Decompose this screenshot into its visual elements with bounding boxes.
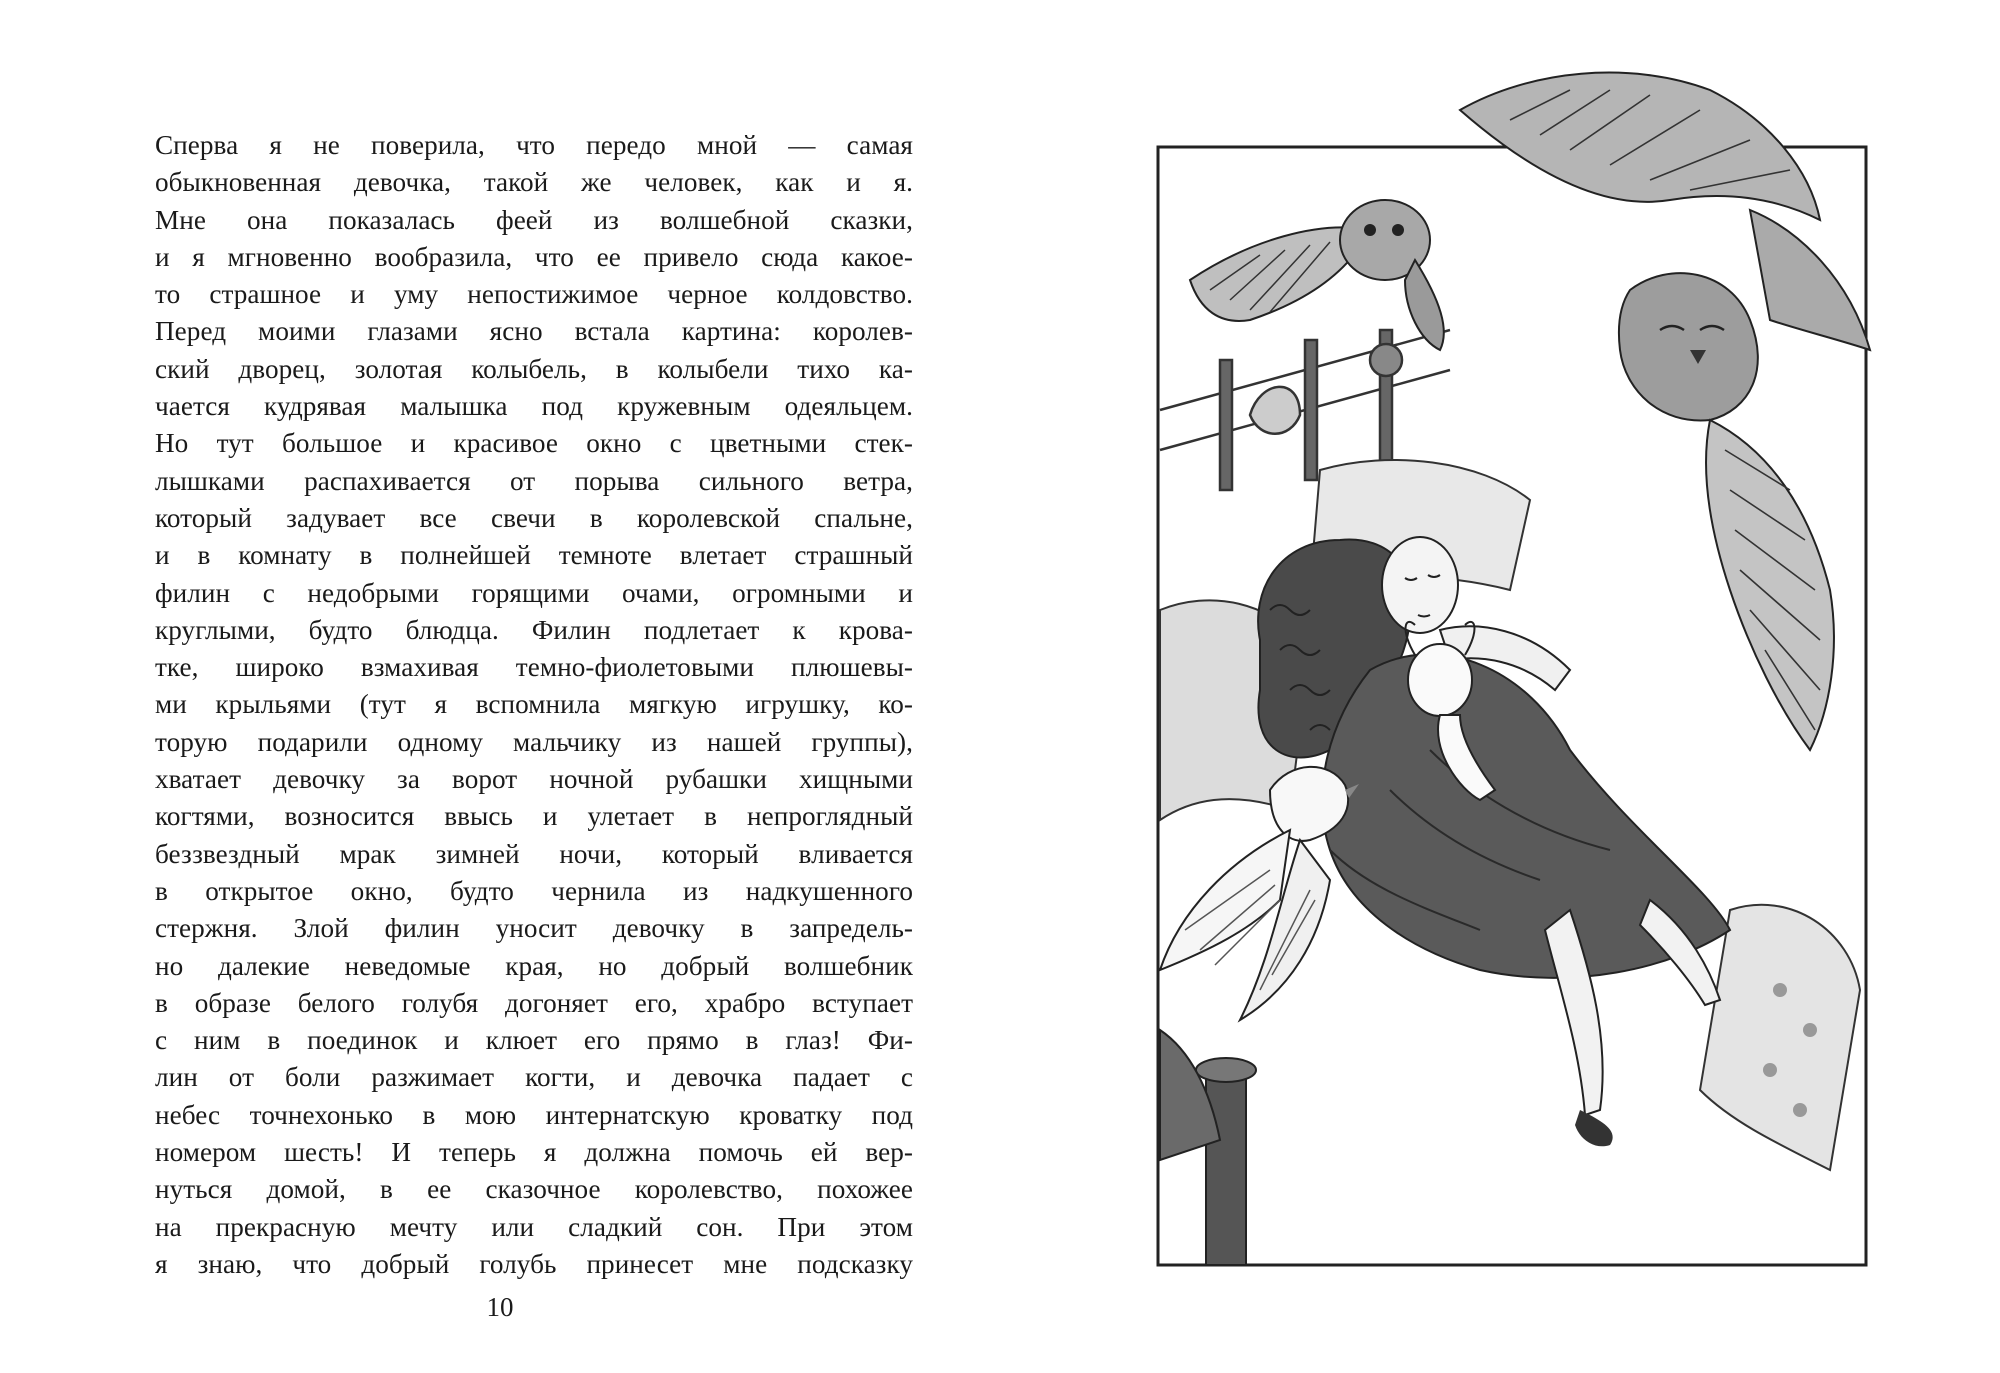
text-line-27: небес точнехонько в мою интернатскую кроватку под [155, 1099, 913, 1130]
body-text [155, 127, 913, 1283]
text-line-17: торую подарили одному мальчику из нашей группы), [155, 726, 913, 757]
text-line-5: то страшное и уму непостижимое черное колдовство. [155, 279, 913, 310]
illustration [1010, 30, 1990, 1290]
text-line-15: тке, широко взмахивая темно-фиолетовыми плюшевы- [155, 652, 913, 683]
text-line-13: филин с недобрыми горящими очами, огромными и [155, 577, 913, 608]
page-number: 10 [486, 1292, 514, 1322]
text-line-31: я знаю, что добрый голубь принесет мне подсказку [155, 1248, 913, 1279]
text-line-8: чается кудрявая малышка под кружевным одеяльцем. [155, 391, 913, 422]
text-line-29: нуться домой, в ее сказочное королевство, похожее [155, 1174, 913, 1205]
text-line-18: хватает девочку за ворот ночной рубашки хищными [155, 764, 913, 795]
text-line-16: ми крыльями (тут я вспомнила мягкую игрушку, ко- [155, 689, 913, 720]
text-line-22: стержня. Злой филин уносит девочку в запредель- [155, 913, 913, 944]
text-line-28: номером шесть! И теперь я должна помочь ей вер- [155, 1137, 913, 1168]
text-line-1: Сперва я не поверила, что передо мной — самая [155, 130, 913, 160]
text-line-25: с ним в поединок и клюет его прямо в глаз! Фи- [155, 1025, 913, 1056]
right-page [1000, 0, 2000, 1373]
text-line-6: Перед моими глазами ясно встала картина: королев- [155, 316, 913, 347]
text-line-19: когтями, возносится ввысь и улетает в непроглядный [155, 801, 913, 832]
text-line-12: и в комнату в полнейшей темноте влетает страшный [155, 540, 913, 571]
text-line-26: лин от боли разжимает когти, и девочка падает с [155, 1062, 913, 1093]
text-line-30: на прекрасную мечту или сладкий сон. При этом [155, 1211, 913, 1242]
text-line-23: но далекие неведомые края, но добрый волшебник [155, 950, 913, 981]
text-line-24: в образе белого голубя догоняет его, храбро вступает [155, 987, 913, 1018]
text-line-11: который задувает все свечи в королевской спальне, [155, 502, 913, 533]
text-line-21: в открытое окно, будто чернила из надкушенного [155, 875, 913, 906]
text-line-14: круглыми, будто блюдца. Филин подлетает к крова- [155, 614, 913, 645]
owl-left [1190, 200, 1444, 350]
bed-post [1160, 1030, 1256, 1265]
text-line-10: лышками распахивается от порыва сильного ветра, [155, 465, 913, 496]
text-line-2: обыкновенная девочка, такой же человек, как и я. [155, 167, 913, 198]
text-line-9: Но тут большое и красивое окно с цветными стек- [155, 428, 913, 459]
text-line-7: ский дворец, золотая колыбель, в колыбели тихо ка- [155, 353, 913, 384]
text-line-4: и я мгновенно вообразила, что ее привело сюда какое- [155, 241, 913, 272]
text-line-3: Мне она показалась феей из волшебной сказки, [155, 204, 913, 235]
text-line-20: беззвездный мрак зимней ночи, который вливается [155, 838, 913, 869]
girl-figure [1258, 537, 1730, 1146]
